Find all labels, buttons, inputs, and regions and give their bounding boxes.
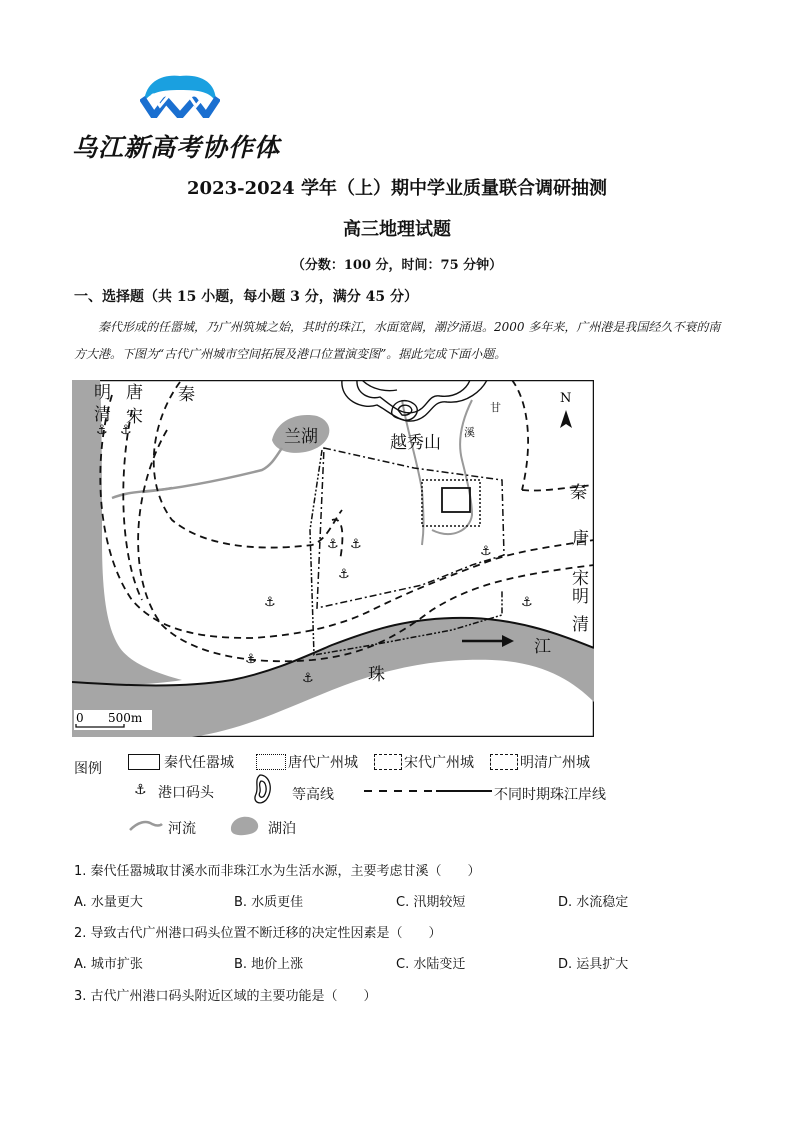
label-song-left: 宋: [126, 407, 143, 427]
svg-text:⚓: ⚓: [350, 537, 362, 552]
svg-text:⚓: ⚓: [302, 671, 314, 686]
label-tang-right: 唐: [572, 529, 589, 549]
map-figure: [72, 380, 594, 737]
svg-text:⚓: ⚓: [480, 544, 492, 559]
question-2-option-a[interactable]: A. 城市扩张: [74, 957, 143, 972]
label-ming-left: 明: [94, 383, 111, 403]
question-3-stem: 3. 古代广州港口码头附近区域的主要功能是（ ）: [74, 989, 377, 1004]
label-jiang: 江: [534, 637, 551, 657]
question-1-option-b[interactable]: B. 水质更佳: [234, 895, 304, 910]
question-2-option-d[interactable]: D. 运具扩大: [558, 957, 629, 972]
legend-item: 秦代任嚣城: [164, 755, 234, 771]
legend-title: 图例: [74, 761, 102, 777]
shoreline-dash-icon: [364, 784, 444, 798]
question-2-option-c[interactable]: C. 水陆变迁: [396, 957, 466, 972]
svg-text:⚓: ⚓: [96, 423, 108, 438]
legend-item: 明清广州城: [520, 755, 590, 771]
label-xi: 溪: [464, 426, 475, 439]
legend-item: 湖泊: [268, 821, 296, 837]
label-qin-left: 秦: [178, 385, 195, 405]
shoreline-solid-icon: [436, 784, 492, 798]
svg-text:⚓: ⚓: [521, 595, 533, 610]
legend-item: 河流: [168, 821, 196, 837]
logo-text: 乌江新高考协作体: [72, 133, 281, 162]
question-1-option-c[interactable]: C. 汛期较短: [396, 895, 466, 910]
label-zhu: 珠: [368, 665, 385, 685]
svg-text:⚓: ⚓: [327, 537, 339, 552]
question-1-stem: 1. 秦代任嚣城取甘溪水而非珠江水为生活水源，主要考虑甘溪（ ）: [74, 864, 481, 879]
logo-mark-icon: [140, 72, 220, 118]
label-qing-left: 清: [94, 405, 111, 425]
section-heading: 一、选择题（共 15 小题，每小题 3 分，满分 45 分）: [74, 289, 418, 305]
river-icon: [128, 816, 164, 834]
scale-distance: 500m: [108, 711, 143, 725]
score-info: （分数：100 分，时间：75 分钟）: [291, 258, 503, 273]
legend-song-swatch: [374, 754, 402, 770]
label-yuexiushan: 越秀山: [390, 433, 441, 453]
scale-zero: 0: [76, 711, 84, 725]
legend-qin-swatch: [128, 754, 160, 770]
legend-item: 等高线: [292, 787, 334, 803]
label-qin-right: 秦: [570, 483, 587, 503]
label-tang-left: 唐: [126, 383, 143, 403]
question-1-option-d[interactable]: D. 水流稳定: [558, 895, 629, 910]
svg-text:⚓: ⚓: [338, 567, 350, 582]
question-2-stem: 2. 导致古代广州港口码头位置不断迁移的决定性因素是（ ）: [74, 926, 442, 941]
north-label: N: [560, 391, 572, 406]
label-gan: 甘: [490, 401, 501, 414]
svg-text:⚓: ⚓: [264, 595, 276, 610]
label-song-right: 宋: [572, 569, 589, 589]
svg-text:⚓: ⚓: [120, 423, 132, 438]
svg-text:⚓: ⚓: [245, 652, 257, 667]
legend-tang-swatch: [256, 754, 286, 770]
legend-item: 不同时期珠江岸线: [494, 787, 606, 803]
label-qing-right: 清: [572, 615, 589, 635]
legend-item: 宋代广州城: [404, 755, 474, 771]
question-2-option-b[interactable]: B. 地价上涨: [234, 957, 304, 972]
legend-item: 港口码头: [158, 785, 214, 801]
intro-paragraph: 秦代形成的任嚣城，乃广州筑城之始，其时的珠江，水面宽阔，潮汐涌退。2000 多年来，广州港是我国经久不衰的南方大港。下图为“古代广州城市空间拓展及港口位置演变图”。据此完成下面小题。: [74, 320, 721, 361]
question-1-option-a[interactable]: A. 水量更大: [74, 895, 143, 910]
page-title: 2023-2024 学年（上）期中学业质量联合调研抽测: [187, 178, 607, 199]
legend-item: 唐代广州城: [288, 755, 358, 771]
label-ming-right: 明: [572, 587, 589, 607]
page-subtitle: 高三地理试题: [343, 219, 451, 240]
label-lanhu: 兰湖: [284, 427, 318, 447]
lake-icon: [228, 814, 262, 836]
legend-mingqing-swatch: [490, 754, 518, 770]
contour-icon: [246, 772, 282, 808]
anchor-icon: ⚓: [134, 782, 147, 798]
legend: [128, 752, 728, 842]
